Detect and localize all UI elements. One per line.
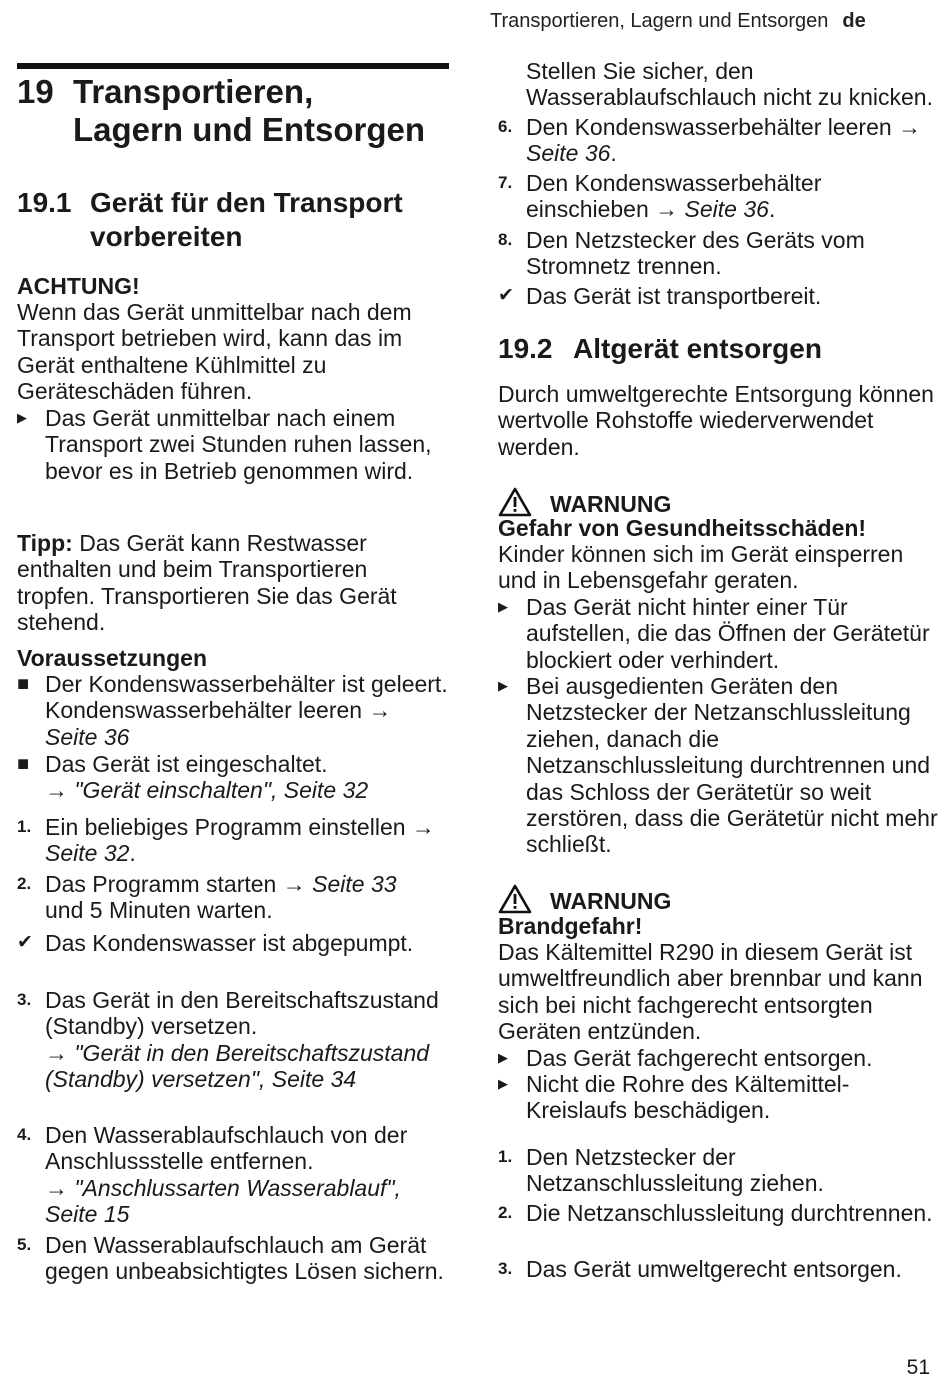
section-number: 19.2 <box>498 333 553 364</box>
chapter-heading <box>17 73 449 149</box>
warning-action <box>498 673 938 858</box>
section-number: 19.1 <box>17 187 72 218</box>
disposal-intro: Durch umweltgerechte Entsorgung können wertvolle Rohstoffe wiederverwendet werden. <box>498 381 934 460</box>
step-number: 1. <box>17 817 32 836</box>
step-item <box>17 1232 449 1285</box>
warning-action-text: Bei ausgedienten Geräten den Netzstecker der Netzanschlussleitung ziehen, danach die Netzanschlussleitung durchtrennen und das Schloss der Gerätetür so weit zerstören, dass die Gerätetür nicht mehr schließt. <box>526 673 938 858</box>
step-item: 1. Ein beliebiges Programm einstellen → Seite 32. <box>17 814 435 867</box>
section-title: Altgerät entsorgen <box>573 333 822 364</box>
result-item <box>498 283 938 309</box>
page-reference[interactable]: "Gerät in den Bereitschaftszustand (Standby) versetzen", Seite 34 <box>45 1039 430 1093</box>
step-text: Ein beliebiges Programm einstellen <box>45 814 406 840</box>
page-reference[interactable]: "Anschlussarten Wasserablauf", Seite 15 <box>45 1174 401 1228</box>
step-number: 6. <box>498 117 513 136</box>
caution-action <box>17 405 449 484</box>
warning-heading <box>498 487 938 517</box>
step-item: 7. Den Kondenswasserbehälter einschieben → Seite 36. <box>498 170 822 223</box>
warning-action-text: Nicht die Rohre des Kältemittel-Kreislaufs beschädigen. <box>526 1071 850 1124</box>
warning-action <box>498 1071 938 1124</box>
warning-heading <box>498 884 938 914</box>
arrow-right-icon: → <box>655 196 679 223</box>
step-text: Den Netzstecker des Geräts vom Stromnetz trennen. <box>526 227 865 280</box>
warning-action <box>498 594 938 673</box>
page-reference[interactable]: Seite 36 <box>526 140 611 167</box>
chapter-title-line2: Lagern und Entsorgen <box>73 111 426 148</box>
step-item <box>498 1200 938 1226</box>
step-text: Die Netzanschlussleitung durchtrennen. <box>526 1200 933 1226</box>
prerequisites-heading: Voraussetzungen <box>17 645 207 671</box>
step-text-tail: und 5 Minuten warten. <box>45 897 273 924</box>
step-number: 7. <box>498 173 513 192</box>
step-number: 1. <box>498 1147 513 1166</box>
tip-paragraph <box>17 530 449 636</box>
bullet-triangle-icon: ▶ <box>17 410 27 425</box>
step-number: 2. <box>498 1203 513 1222</box>
section-heading-19-2 <box>498 332 938 366</box>
page-number: 51 <box>906 1356 930 1379</box>
section-heading-19-1 <box>17 186 449 254</box>
caution-text: Wenn das Gerät unmittelbar nach dem Transport betrieben wird, kann das im Gerät enthaltene Kühlmittel zu Geräteschäden führen. <box>17 299 412 405</box>
warning-label: WARNUNG <box>550 491 672 517</box>
page-reference[interactable]: Seite 32 <box>45 840 130 867</box>
step-text: Das Gerät umweltgerecht entsorgen. <box>526 1256 902 1282</box>
caution-label: ACHTUNG! <box>17 273 140 299</box>
tip-text: Das Gerät kann Restwasser enthalten und beim Transportieren tropfen. Transportieren Sie das Gerät stehend. <box>17 530 397 636</box>
arrow-right-icon: → <box>45 777 68 804</box>
square-bullet-icon: ■ <box>17 673 30 695</box>
step-item <box>498 1144 938 1197</box>
warning-text: Das Kältemittel R290 in diesem Gerät ist umweltfreundlich aber brennbar und kann sich bei nicht fachgerecht entsorgten Geräten entzünden. <box>498 939 923 1045</box>
result-text: Das Kondenswasser ist abgepumpt. <box>45 930 414 956</box>
step-text: Das Gerät in den Bereitschaftszustand (Standby) versetzen. <box>45 987 439 1040</box>
step-number: 5. <box>17 1235 32 1254</box>
step-number: 2. <box>17 874 32 893</box>
result-item <box>17 930 449 956</box>
arrow-right-icon: → <box>411 814 435 840</box>
result-text: Das Gerät ist transportbereit. <box>526 283 822 309</box>
step-item <box>498 1256 938 1282</box>
step-text: Den Wasserablaufschlauch am Gerät gegen unbeabsichtigtes Lösen sichern. <box>45 1232 444 1285</box>
checkmark-icon: ✔ <box>17 932 33 953</box>
chapter-title-line1: Transportieren, <box>73 73 314 110</box>
page-reference[interactable]: Seite 36 <box>45 723 130 750</box>
step-item <box>17 871 449 924</box>
warning-text: Kinder können sich im Gerät einsperren und in Lebensgefahr geraten. <box>498 541 904 594</box>
square-bullet-icon: ■ <box>17 753 30 775</box>
step-text: Den Kondenswasserbehälter einschieben <box>526 170 822 223</box>
header-title: Transportieren, Lagern und Entsorgen <box>490 10 829 32</box>
step-text: Den Netzstecker der Netzanschlussleitung ziehen. <box>526 1144 824 1197</box>
step-number: 8. <box>498 230 513 249</box>
prerequisite-item <box>17 751 449 804</box>
checkmark-icon: ✔ <box>498 285 514 306</box>
arrow-right-icon: → <box>45 1039 68 1066</box>
prerequisite-item <box>17 671 449 750</box>
step-item <box>17 987 449 1093</box>
bullet-triangle-icon: ▶ <box>498 599 508 614</box>
warning-subtitle: Gefahr von Gesundheitsschäden! <box>498 515 867 541</box>
warning-triangle-icon <box>498 487 532 517</box>
chapter-rule <box>17 63 449 69</box>
running-header <box>490 8 935 34</box>
bullet-triangle-icon: ▶ <box>498 1050 508 1065</box>
tip-label: Tipp: <box>17 530 73 556</box>
page-reference[interactable]: "Gerät einschalten", Seite 32 <box>74 777 369 804</box>
chapter-number: 19 <box>17 73 54 110</box>
step-text: Den Kondenswasserbehälter leeren <box>526 114 892 140</box>
section-title-line1: Gerät für den Transport <box>90 187 403 218</box>
step-text: Den Wasserablaufschlauch von der Anschlussstelle entfernen. <box>45 1122 408 1175</box>
arrow-right-icon: → <box>898 114 922 140</box>
bullet-triangle-icon: ▶ <box>498 678 508 693</box>
prereq-text: Der Kondenswasserbehälter ist geleert. Kondenswasserbehälter leeren <box>45 671 448 724</box>
caution-action-text: Das Gerät unmittelbar nach einem Transport zwei Stunden ruhen lassen, bevor es in Betrieb genommen wird. <box>45 405 432 484</box>
header-language: de <box>842 10 866 32</box>
page-reference[interactable]: Seite 36 <box>684 196 769 223</box>
warning-label: WARNUNG <box>550 888 672 914</box>
bullet-triangle-icon: ▶ <box>498 1076 508 1091</box>
warning-action <box>498 1045 938 1071</box>
warning-action-text: Das Gerät nicht hinter einer Tür aufstellen, die das Öffnen der Gerätetür blockiert oder verhindert. <box>526 594 930 673</box>
warning-subtitle: Brandgefahr! <box>498 913 643 939</box>
step-text: Das Programm starten <box>45 871 277 897</box>
warning-action-text: Das Gerät fachgerecht entsorgen. <box>526 1045 873 1071</box>
arrow-right-icon: → <box>368 697 392 724</box>
warning-triangle-icon <box>498 884 532 914</box>
step-number: 3. <box>17 990 32 1009</box>
arrow-right-icon: → <box>282 871 306 897</box>
arrow-right-icon: → <box>45 1174 68 1201</box>
section-title-line2: vorbereiten <box>90 221 243 252</box>
step-item <box>498 227 938 280</box>
step5-continuation: Stellen Sie sicher, den Wasserablaufschlauch nicht zu knicken. <box>526 58 933 111</box>
step-number: 3. <box>498 1259 513 1278</box>
prereq-text: Das Gerät ist eingeschaltet. <box>45 751 328 777</box>
step-item: 6. Den Kondenswasserbehälter leeren → Seite 36. <box>498 114 922 167</box>
step-number: 4. <box>17 1125 32 1144</box>
step-item <box>17 1122 449 1228</box>
page-reference[interactable]: Seite 33 <box>312 871 397 897</box>
